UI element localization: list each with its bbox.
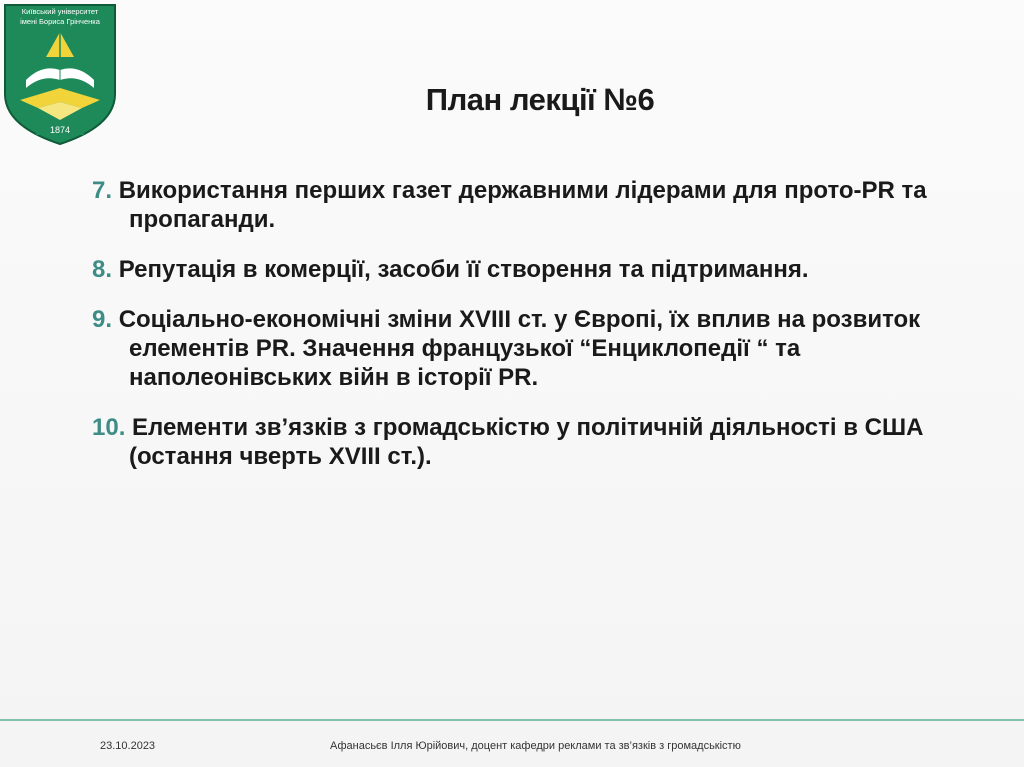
item-text: Використання перших газет державними лідерами для прото-PR та пропаганди. bbox=[118, 177, 927, 233]
logo-year: 1874 bbox=[49, 125, 71, 135]
footer-divider bbox=[0, 719, 1024, 721]
item-number: 9. bbox=[92, 306, 113, 333]
slide-title: План лекції №6 bbox=[425, 82, 655, 117]
list-item bbox=[92, 413, 942, 471]
list-item bbox=[92, 176, 942, 234]
list-item bbox=[92, 255, 942, 284]
item-text: Елементи зв’язків з громадськістю у політичній діяльності в США (остання чверть XVIII ст.). bbox=[129, 414, 924, 470]
logo-text-line1: Київський університет bbox=[21, 7, 99, 16]
item-text: Соціально-економічні зміни XVIII ст. у Європі, їх вплив на розвиток елементів PR. Значення французької “Енциклопедії “ та наполеонівських війн в історії PR. bbox=[118, 306, 921, 391]
footer-date: 23.10.2023 bbox=[100, 740, 156, 752]
footer-author: Афанасьєв Ілля Юрійович, доцент кафедри реклами та зв’язків з громадськістю bbox=[330, 740, 741, 752]
item-number: 8. bbox=[92, 256, 113, 283]
item-number: 7. bbox=[92, 177, 113, 204]
item-number: 10. bbox=[92, 414, 126, 441]
university-logo bbox=[2, 2, 118, 146]
item-text: Репутація в комерції, засоби її створення та підтримання. bbox=[118, 256, 809, 283]
lecture-plan-list bbox=[92, 176, 942, 492]
logo-text-line2: імені Бориса Грінченка bbox=[20, 17, 100, 26]
list-item bbox=[92, 305, 942, 392]
